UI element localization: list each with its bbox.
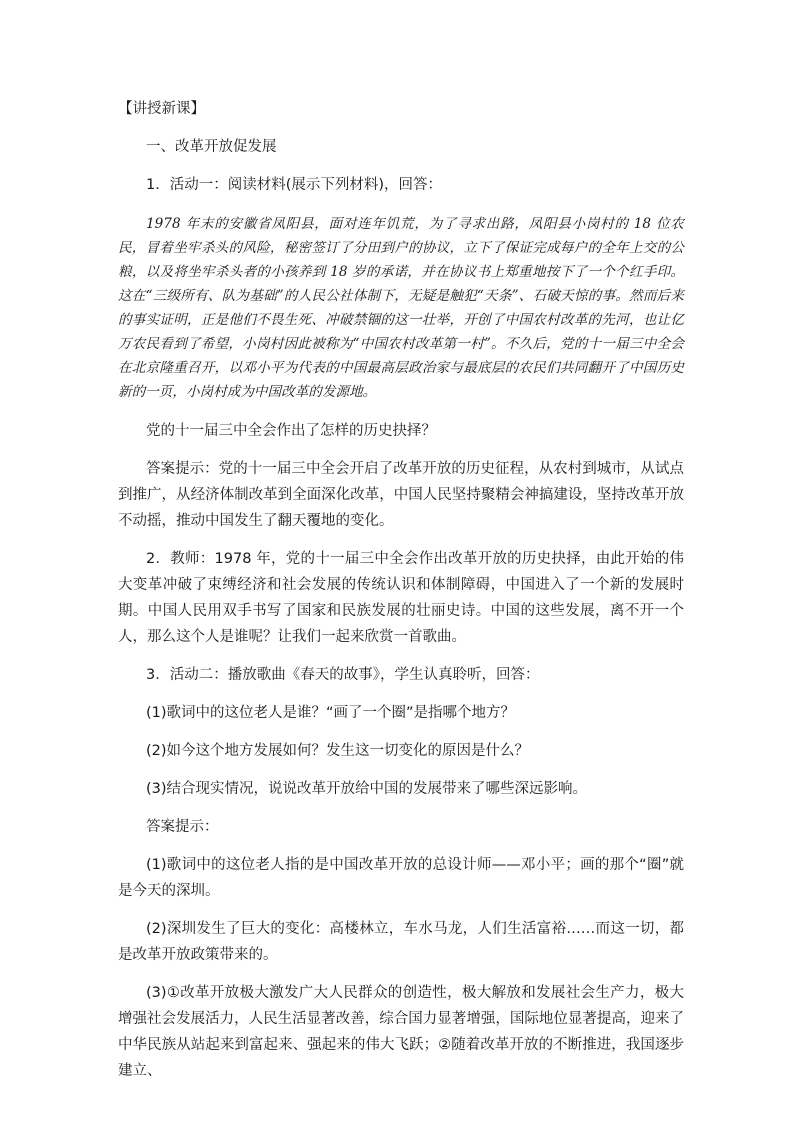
answer-2-1: (1)歌词中的这位老人指的是中国改革开放的总设计师——邓小平；画的那个“圈”就是今天的深圳。 <box>118 857 684 899</box>
answer-hint-1: 答案提示：党的十一届三中全会开启了改革开放的历史征程，从农村到城市，从试点到推广，从经济体制改革到全面深化改革，中国人民坚持聚精会神搞建设，坚持改革开放不动摇，推动中国发生了翻天覆地的变化。 <box>118 461 684 529</box>
answer-2-2: (2)深圳发生了巨大的变化：高楼林立，车水马龙，人们生活富裕……而这一切，都是改革开放政策带来的。 <box>118 921 684 963</box>
document-page <box>118 96 684 1096</box>
question-1: 党的十一届三中全会作出了怎样的历史抉择？ <box>146 423 436 439</box>
teacher-paragraph: 2．教师：1978 年，党的十一届三中全会作出改革开放的历史抉择，由此开始的伟大变革冲破了束缚经济和社会发展的传统认识和体制障碍，中国进入了一个新的发展时期。中国人民用双手书写了国家和民族发展的壮丽史诗。中国的这些发展，离不开一个人，那么这个人是谁呢？让我们一起来欣赏一首歌曲。 <box>118 551 684 645</box>
question-2-2: (2)如今这个地方发展如何？发生这一切变化的原因是什么？ <box>146 743 530 759</box>
activity2-title: 3．活动二：播放歌曲《春天的故事》，学生认真聆听，回答： <box>146 667 540 683</box>
question-2-3: (3)结合现实情况，说说改革开放给中国的发展带来了哪些深远影响。 <box>146 781 588 797</box>
answer-hint-2-label: 答案提示： <box>146 819 219 835</box>
activity1-title: 1．活动一：阅读材料(展示下列材料)，回答： <box>146 177 443 193</box>
answer-2-3: (3)①改革开放极大激发广大人民群众的创造性，极大解放和发展社会生产力，极大增强社会发展活力，人民生活显著改善，综合国力显著增强，国际地位显著提高，迎来了中华民族从站起来到富起来、强起来的伟大飞跃；②随着改革开放的不断推进，我国逐步建立、 <box>118 985 684 1079</box>
section-title: 一、改革开放促发展 <box>146 139 277 155</box>
question-2-1: (1)歌词中的这位老人是谁？“画了一个圈”是指哪个地方？ <box>146 705 516 721</box>
lesson-heading: 【讲授新课】 <box>118 101 205 117</box>
reading-material: 1978 年末的安徽省凤阳县，面对连年饥荒，为了寻求出路，凤阳县小岗村的 18 位农民，冒着坐牢杀头的风险，秘密签订了分田到户的协议，立下了保证完成每户的全年上交的公粮，以及将坐牢杀头者的小孩养到 18 岁的承诺，并在协议书上郑重地按下了一个个红手印。这在“三级所有、队为基础”的人民公社体制下，无疑是触犯“天条”、石破天惊的事。然而后来的事实证明，正是他们不畏生死、冲破禁锢的这一壮举，开创了中国农村改革的先河，也让亿万农民看到了希望，小岗村因此被称为“中国农村改革第一村”。不久后，党的十一届三中全会在北京隆重召开，以邓小平为代表的中国最高层政治家与最底层的农民们共同翻开了中国历史新的一页，小岗村成为中国改革的发源地。 <box>118 216 684 400</box>
